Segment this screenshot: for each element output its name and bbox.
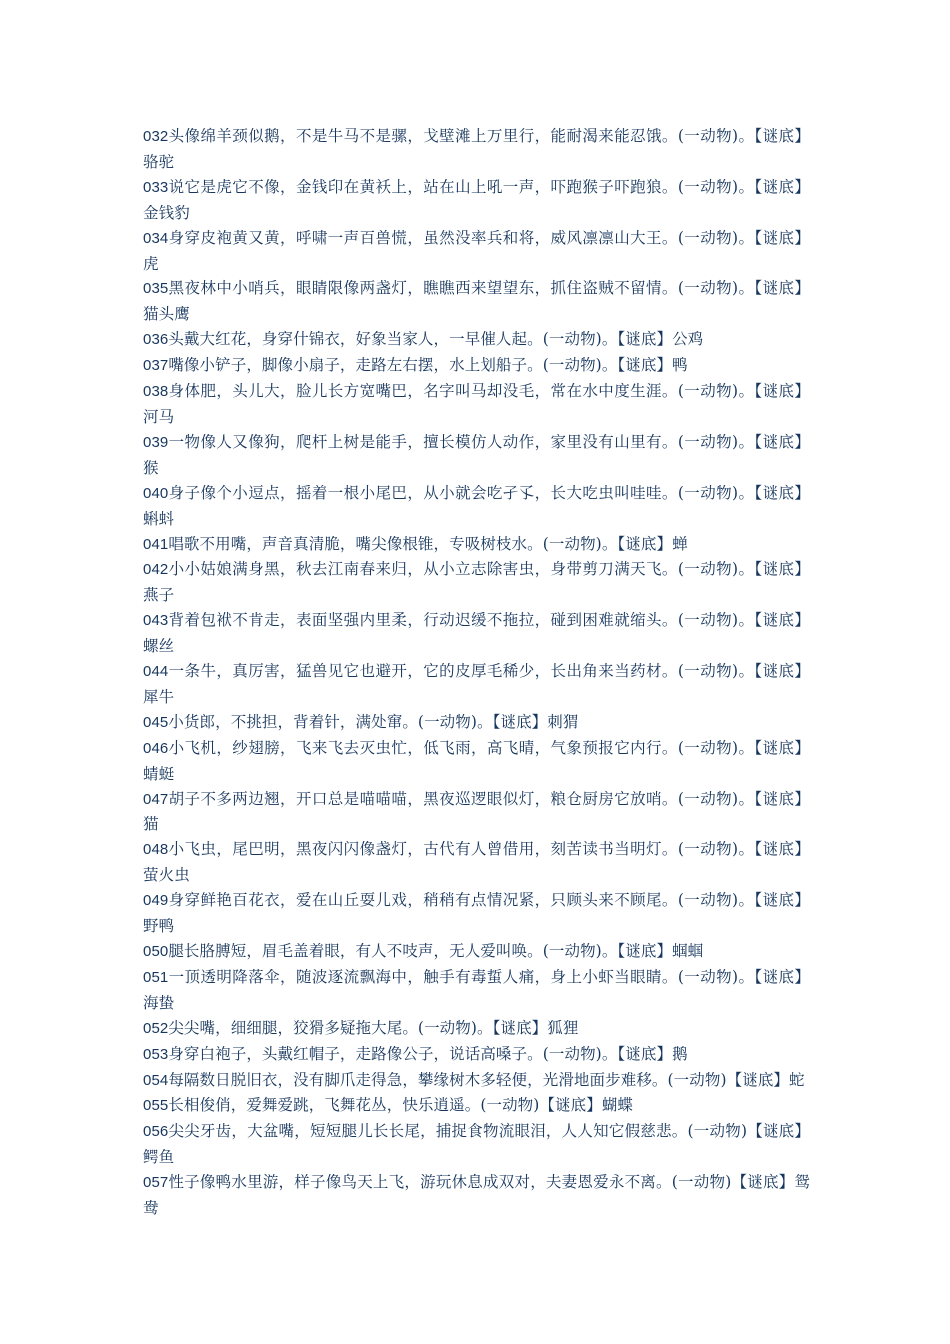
riddle-text: 背着包袱不肯走，表面坚强内里柔，行动迟缓不拖拉，碰到困难就缩头。(一动物)。【谜底】螺丝 [143,611,810,656]
riddle-number: 053 [143,1045,169,1063]
riddle-number: 048 [143,841,169,859]
riddle-text: 身体肥，头儿大，脸儿长方宽嘴巴，名字叫马却没毛，常在水中度生涯。(一动物)。【谜底】河马 [143,382,810,426]
riddle-item [143,532,810,558]
riddle-number: 037 [143,357,169,375]
riddle-number: 044 [143,663,169,681]
riddle-item [143,736,810,787]
riddle-number: 054 [143,1071,169,1089]
riddle-number: 040 [143,484,169,502]
riddle-item [143,710,810,736]
riddle-item [143,175,810,226]
riddle-number: 047 [143,790,169,808]
riddle-number: 041 [143,535,169,553]
riddle-item [143,1068,810,1094]
riddle-number: 051 [143,968,169,986]
riddle-text: 性子像鸭水里游，样子像鸟天上飞，游玩休息成双对，夫妻恩爱永不离。(一动物)【谜底】鸳鸯 [143,1173,810,1218]
riddle-item [143,430,810,481]
riddle-number: 039 [143,433,169,451]
riddle-text: 腿长胳膊短，眉毛盖着眼，有人不吱声，无人爱叫唤。(一动物)。【谜底】蝈蝈 [168,942,704,960]
riddle-item [143,608,810,659]
riddle-item [143,837,810,888]
riddle-item [143,327,810,353]
riddle-item [143,659,810,710]
riddle-text: 小小姑娘满身黑，秋去江南春来归，从小立志除害虫，身带剪刀满天飞。(一动物)。【谜底】燕子 [143,560,810,605]
riddle-number: 034 [143,229,169,247]
riddle-text: 长相俊俏，爱舞爱跳，飞舞花丛，快乐逍遥。(一动物)【谜底】蝴蝶 [168,1096,634,1115]
riddle-item [143,353,810,379]
riddle-item [143,124,810,175]
riddle-item [143,379,810,430]
riddle-text: 尖尖嘴，细细腿，狡猾多疑拖大尾。(一动物)。【谜底】狐狸 [168,1018,579,1037]
riddle-text: 头像绵羊颈似鹅，不是牛马不是骡，戈壁滩上万里行，能耐渴来能忍饿。(一动物)。【谜底】骆驼 [143,127,810,171]
riddle-number: 035 [143,280,169,298]
riddle-item [143,787,810,838]
riddle-text: 一顶透明降落伞，随波逐流飘海中，触手有毒蜇人痛，身上小虾当眼睛。(一动物)。【谜底】海蛰 [143,967,810,1012]
document-body [143,124,810,1221]
riddle-text: 每隔数日脱旧衣，没有脚爪走得急，攀缘树木多轻便，光滑地面步难移。(一动物)【谜底】蛇 [168,1070,805,1089]
riddle-number: 046 [143,739,169,757]
riddle-number: 052 [143,1019,169,1037]
riddle-item [143,1042,810,1068]
riddle-number: 036 [143,331,169,349]
riddle-item [143,1170,810,1221]
riddle-item [143,276,810,327]
riddle-text: 小飞机，纱翅膀，飞来飞去灭虫忙，低飞雨，高飞晴，气象预报它内行。(一动物)。【谜底】蜻蜓 [143,738,810,783]
riddle-number: 057 [143,1174,169,1192]
riddle-text: 头戴大红花，身穿什锦衣，好象当家人，一早催人起。(一动物)。【谜底】公鸡 [168,330,704,349]
riddle-item [143,481,810,532]
riddle-number: 038 [143,383,169,401]
riddle-number: 033 [143,178,169,196]
riddle-number: 050 [143,943,169,960]
riddle-text: 嘴像小铲子，脚像小扇子，走路左右摆，水上划船子。(一动物)。【谜底】鸭 [168,356,688,375]
riddle-text: 一条牛，真厉害，猛兽见它也避开，它的皮厚毛稀少，长出角来当药材。(一动物)。【谜底】犀牛 [143,662,810,706]
riddle-item [143,557,810,608]
riddle-number: 032 [143,128,169,145]
riddle-text: 尖尖牙齿，大盆嘴，短短腿儿长长尾，捕捉食物流眼泪，人人知它假慈悲。(一动物)【谜底】鳄鱼 [143,1122,810,1167]
riddle-number: 049 [143,892,169,910]
riddle-item [143,888,810,939]
riddle-item [143,1119,810,1170]
riddle-text: 一物像人又像狗，爬杆上树是能手，擅长模仿人动作，家里没有山里有。(一动物)。【谜底】猴 [143,432,810,477]
riddle-text: 身子像个小逗点，摇着一根小尾巴，从小就会吃孑孓，长大吃虫叫哇哇。(一动物)。【谜底】蝌蚪 [143,483,810,528]
riddle-item [143,226,810,277]
riddle-text: 小货郎，不挑担，背着针，满处窜。(一动物)。【谜底】刺猬 [168,712,579,731]
riddle-item [143,1093,810,1119]
riddle-item [143,1016,810,1042]
riddle-text: 身穿白袍子，头戴红帽子，走路像公子，说话高嗓子。(一动物)。【谜底】鹅 [168,1044,688,1063]
riddle-item [143,939,810,965]
riddle-text: 小飞虫，尾巴明，黑夜闪闪像盏灯，古代有人曾借用，刻苦读书当明灯。(一动物)。【谜底】萤火虫 [143,840,810,885]
riddle-text: 黑夜林中小哨兵，眼睛限像两盏灯，瞧瞧西来望望东，抓住盗贼不留情。(一动物)。【谜底】猫头鹰 [143,279,810,324]
riddle-number: 045 [143,713,169,731]
riddle-text: 身穿鲜艳百花衣，爱在山丘耍儿戏，稍稍有点情况紧，只顾头来不顾尾。(一动物)。【谜底】野鸭 [143,891,810,936]
riddle-text: 说它是虎它不像，金钱印在黄袄上，站在山上吼一声，吓跑猴子吓跑狼。(一动物)。【谜底】金钱豹 [143,177,810,222]
riddle-item [143,965,810,1016]
riddle-text: 身穿皮袍黄又黄，呼啸一声百兽慌，虽然没率兵和将，威风凛凛山大王。(一动物)。【谜底】虎 [143,228,810,273]
riddle-number: 042 [143,561,169,579]
riddle-number: 043 [143,612,169,630]
riddle-number: 055 [143,1097,169,1115]
riddle-number: 056 [143,1123,169,1141]
riddle-text: 胡子不多两边翘，开口总是喵喵喵，黑夜巡逻眼似灯，粮仓厨房它放哨。(一动物)。【谜底】猫 [143,789,810,834]
riddle-text: 唱歌不用嘴，声音真清脆，嘴尖像根锥，专吸树枝水。(一动物)。【谜底】蝉 [168,534,688,553]
